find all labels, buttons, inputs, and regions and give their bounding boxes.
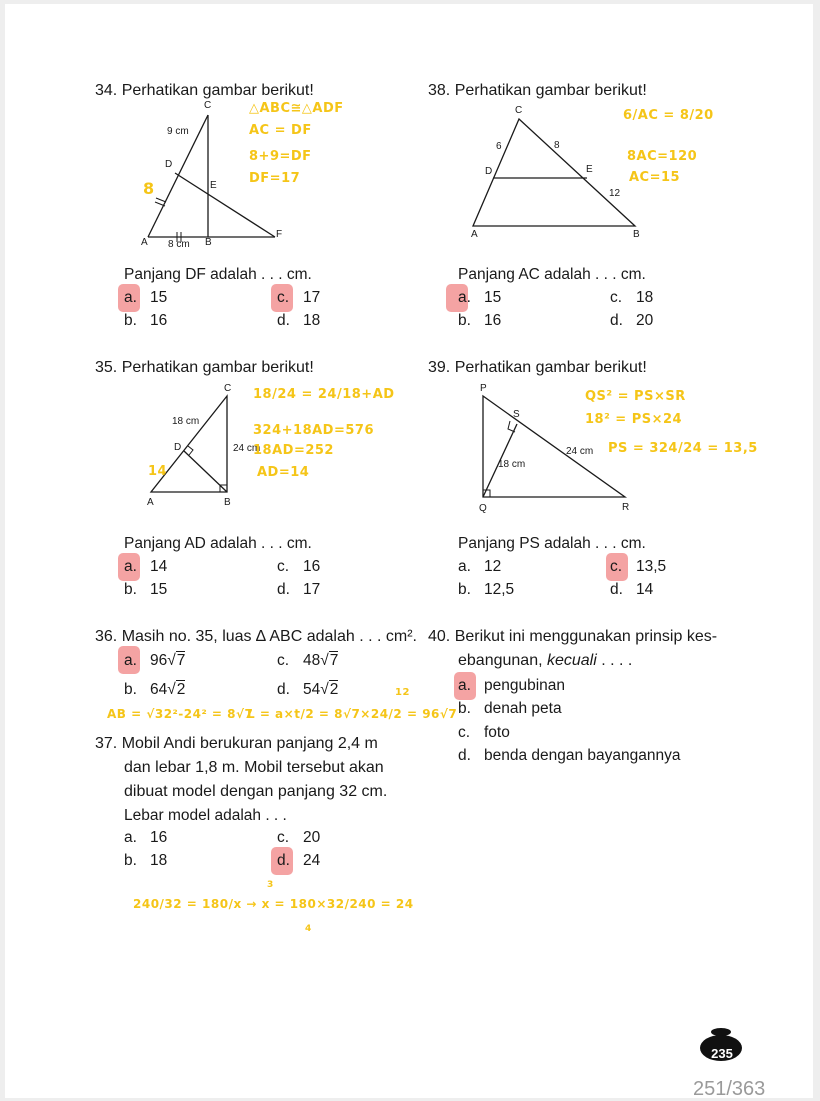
- q39-label-r: R: [622, 502, 630, 513]
- q39-label-q: Q: [479, 503, 487, 514]
- q40-option-b[interactable]: b. denah peta: [458, 700, 562, 717]
- q37-line-3: dibuat model dengan panjang 32 cm.: [124, 783, 388, 800]
- q34-title: 34. Perhatikan gambar berikut!: [95, 82, 314, 99]
- q39-handwriting-1: QS² = PS×SR: [585, 389, 686, 404]
- q34-label-8cm: 8 cm: [168, 239, 190, 250]
- q36-handwriting-1: AB = √32²-24² = 8√7: [107, 707, 254, 721]
- q34-handwriting-3: 8+9=DF: [249, 149, 312, 164]
- q40-option-c[interactable]: c. foto: [458, 724, 510, 741]
- q34-option-c[interactable]: c. 17: [277, 289, 321, 306]
- q38-label-e: E: [586, 164, 593, 175]
- q34-handwriting-2: AC = DF: [249, 123, 312, 138]
- q38-label-c: C: [515, 105, 523, 116]
- q39-label-p: P: [480, 383, 487, 394]
- q35-label-24cm: 24 cm: [233, 443, 261, 454]
- q38-option-b[interactable]: b. 16: [458, 312, 502, 329]
- q34-label-f: F: [276, 229, 283, 240]
- q39-option-a[interactable]: a. 12: [458, 558, 502, 575]
- q39-option-d[interactable]: d. 14: [610, 581, 654, 598]
- q36-option-d[interactable]: d. 54√2: [277, 681, 339, 698]
- q37-line-4: Lebar model adalah . . .: [124, 807, 287, 824]
- q38-label-12: 12: [609, 188, 621, 199]
- q39-label-24cm: 24 cm: [566, 446, 594, 457]
- book-page: [5, 4, 813, 1098]
- q37-option-c[interactable]: c. 20: [277, 829, 321, 846]
- q35-label-a: A: [147, 497, 154, 508]
- q34-label-c: C: [204, 100, 212, 111]
- q37-option-d[interactable]: d. 24: [277, 852, 321, 869]
- q38-option-a[interactable]: a. 15: [458, 289, 502, 306]
- q38-label-8: 8: [554, 140, 560, 151]
- q34-handwriting-5: 8: [143, 179, 155, 198]
- q39-label-18cm: 18 cm: [498, 459, 526, 470]
- q38-label-b: B: [633, 229, 640, 240]
- q39-handwriting-2: 18² = PS×24: [585, 412, 683, 427]
- q35-handwriting-5: 14: [148, 464, 168, 479]
- q37-handwriting-1: 240/32 = 180/x → x = 180×32/240 = 24: [133, 897, 414, 911]
- q37-option-a[interactable]: a. 16: [124, 829, 168, 846]
- q36-handwriting-3: 12: [395, 687, 410, 698]
- q38-label-a: A: [471, 229, 478, 240]
- q38-label-d: D: [485, 166, 493, 177]
- q35-handwriting-4: AD=14: [257, 465, 310, 480]
- q39-question: Panjang PS adalah . . . cm.: [458, 535, 646, 552]
- q34-handwriting-1: △ABC≅△ADF: [249, 101, 344, 116]
- q38-handwriting-3: AC=15: [629, 170, 681, 185]
- q38-label-6: 6: [496, 141, 502, 152]
- q35-option-d[interactable]: d. 17: [277, 581, 321, 598]
- q34-option-a[interactable]: a. 15: [124, 289, 168, 306]
- q34-label-b: B: [205, 237, 212, 248]
- q35-title: 35. Perhatikan gambar berikut!: [95, 359, 314, 376]
- q38-option-d[interactable]: d. 20: [610, 312, 654, 329]
- q35-option-a[interactable]: a. 14: [124, 558, 168, 575]
- q38-handwriting-2: 8AC=120: [627, 149, 698, 164]
- q39-handwriting-3: PS = 324/24 = 13,5: [608, 441, 758, 456]
- q34-option-d[interactable]: d. 18: [277, 312, 321, 329]
- q36-title: 36. Masih no. 35, luas ∆ ABC adalah . . . cm².: [95, 628, 417, 645]
- q37-line-2: dan lebar 1,8 m. Mobil tersebut akan: [124, 759, 384, 776]
- q35-option-b[interactable]: b. 15: [124, 581, 168, 598]
- q38-option-c[interactable]: c. 18: [610, 289, 654, 306]
- q36-option-b[interactable]: b. 64√2: [124, 681, 186, 698]
- q38-title: 38. Perhatikan gambar berikut!: [428, 82, 647, 99]
- q36-option-c[interactable]: c. 48√7: [277, 652, 339, 669]
- q34-label-d: D: [165, 159, 173, 170]
- q34-label-9cm: 9 cm: [167, 126, 189, 137]
- q34-question: Panjang DF adalah . . . cm.: [124, 266, 312, 283]
- q35-label-d: D: [174, 442, 182, 453]
- q39-option-c[interactable]: c. 13,5: [610, 558, 667, 575]
- q34-option-b[interactable]: b. 16: [124, 312, 168, 329]
- q35-label-18cm: 18 cm: [172, 416, 200, 427]
- q36-option-a[interactable]: a. 96√7: [124, 652, 186, 669]
- page-number: 235: [711, 1046, 733, 1061]
- q37-handwriting-3: 4: [305, 924, 312, 934]
- q35-handwriting-1: 18/24 = 24/18+AD: [253, 387, 395, 402]
- q39-option-b[interactable]: b. 12,5: [458, 581, 515, 598]
- q34-handwriting-4: DF=17: [249, 171, 301, 186]
- q37-handwriting-2: 3: [267, 880, 274, 890]
- q37-line-1: 37. Mobil Andi berukuran panjang 2,4 m: [95, 735, 378, 752]
- q40-line-2: ebangunan, kecuali . . . .: [458, 652, 633, 669]
- q40-option-a[interactable]: a. pengubinan: [458, 677, 566, 694]
- q35-handwriting-3: 18AD=252: [253, 443, 334, 458]
- q37-option-b[interactable]: b. 18: [124, 852, 168, 869]
- q35-handwriting-2: 324+18AD=576: [253, 423, 375, 438]
- q40-option-d[interactable]: d. benda dengan bayangannya: [458, 747, 681, 764]
- q35-label-c: C: [224, 383, 232, 394]
- q34-label-e: E: [210, 180, 217, 191]
- q35-label-b: B: [224, 497, 231, 508]
- q35-option-c[interactable]: c. 16: [277, 558, 321, 575]
- q34-label-a: A: [141, 237, 148, 248]
- q39-label-s: S: [513, 409, 520, 420]
- q38-question: Panjang AC adalah . . . cm.: [458, 266, 646, 283]
- q35-question: Panjang AD adalah . . . cm.: [124, 535, 312, 552]
- viewer-page-indicator: 251/363: [693, 1078, 766, 1100]
- q36-handwriting-2: L = a×t/2 = 8√7×24/2 = 96√7: [247, 707, 458, 721]
- q40-line-1: 40. Berikut ini menggunakan prinsip kes-: [428, 628, 718, 645]
- q38-handwriting-1: 6/AC = 8/20: [623, 108, 714, 123]
- q39-title: 39. Perhatikan gambar berikut!: [428, 359, 647, 376]
